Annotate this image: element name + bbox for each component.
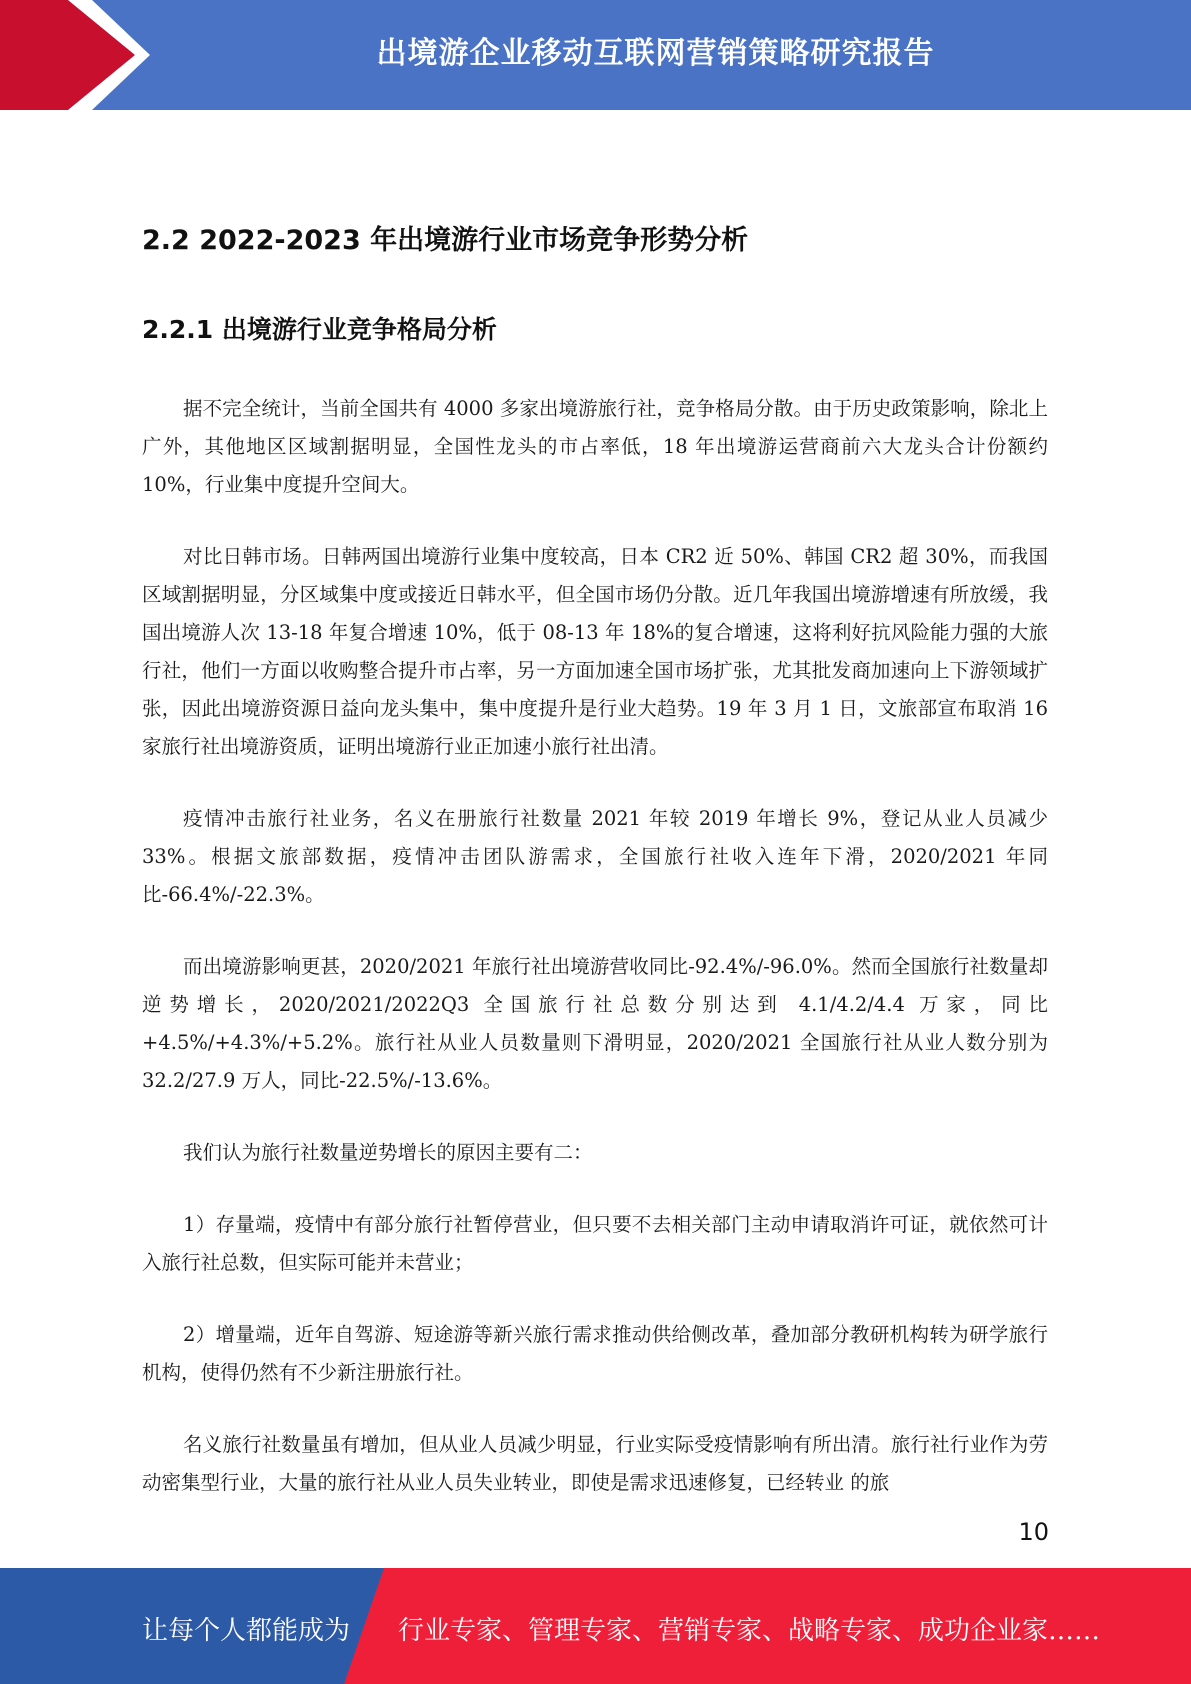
page-footer bbox=[0, 1568, 1191, 1684]
body-text bbox=[142, 390, 1048, 1536]
page-header bbox=[0, 0, 1191, 110]
paragraph: 对比日韩市场。日韩两国出境游行业集中度较高，日本 CR2 近 50%、韩国 CR2 超 30%，而我国区域割据明显，分区域集中度或接近日韩水平，但全国市场仍分散。近几年我国出境游增速有所放缓，我国出境游人次 13-18 年复合增速 10%，低于 08-13 年 18%的复合增速，这将利好抗风险能力强的大旅行社，他们一方面以收购整合提升市占率，另一方面加速全国市场扩张，尤其批发商加速向上下游领域扩张，因此出境游资源日益向龙头集中，集中度提升是行业大趋势。19 年 3 月 1 日，文旅部宣布取消 16 家旅行社出境游资质，证明出境游行业正加速小旅行社出清。 bbox=[142, 545, 1048, 758]
footer-slogan-left: 让每个人都能成为 bbox=[142, 1616, 351, 1646]
paragraph: 疫情冲击旅行社业务，名义在册旅行社数量 2021 年较 2019 年增长 9%，登记从业人员减少 33%。根据文旅部数据，疫情冲击团队游需求，全国旅行社收入连年下滑，2020/2021 年同比-66.4%/-22.3%。 bbox=[142, 807, 1048, 906]
paragraph: 2）增量端，近年自驾游、短途游等新兴旅行需求推动供给侧改革，叠加部分教研机构转为研学旅行机构，使得仍然有不少新注册旅行社。 bbox=[142, 1323, 1048, 1384]
paragraph: 据不完全统计，当前全国共有 4000 多家出境游旅行社，竞争格局分散。由于历史政策影响，除北上广外，其他地区区域割据明显，全国性龙头的市占率低，18 年出境游运营商前六大龙头合计份额约 10%，行业集中度提升空间大。 bbox=[142, 397, 1048, 496]
paragraph: 我们认为旅行社数量逆势增长的原因主要有二： bbox=[183, 1141, 593, 1164]
report-title: 出境游企业移动互联网营销策略研究报告 bbox=[376, 36, 935, 71]
footer-slogan-right: 行业专家、管理专家、营销专家、战略专家、成功企业家…… bbox=[398, 1616, 1101, 1646]
paragraph: 1）存量端，疫情中有部分旅行社暂停营业，但只要不去相关部门主动申请取消许可证，就依然可计入旅行社总数，但实际可能并未营业； bbox=[142, 1213, 1048, 1274]
subsection-heading: 2.2.1 出境游行业竞争格局分析 bbox=[142, 315, 497, 344]
page-number: 10 bbox=[1018, 1518, 1049, 1546]
section-heading: 2.2 2022-2023 年出境游行业市场竞争形势分析 bbox=[142, 225, 749, 256]
paragraph: 名义旅行社数量虽有增加，但从业人员减少明显，行业实际受疫情影响有所出清。旅行社行业作为劳动密集型行业，大量的旅行社从业人员失业转业，即使是需求迅速修复，已经转业 的旅 bbox=[142, 1433, 1048, 1494]
paragraph: 而出境游影响更甚，2020/2021 年旅行社出境游营收同比-92.4%/-96.0%。然而全国旅行社数量却逆势增长，2020/2021/2022Q3 全国旅行社总数分别达到 4.1/4.2/4.4 万家，同比+4.5%/+4.3%/+5.2%。旅行社从业人员数量则下滑明显，2020/2021 全国旅行社从业人数分别为 32.2/27.9 万人，同比-22.5%/-13.6%。 bbox=[142, 955, 1048, 1092]
